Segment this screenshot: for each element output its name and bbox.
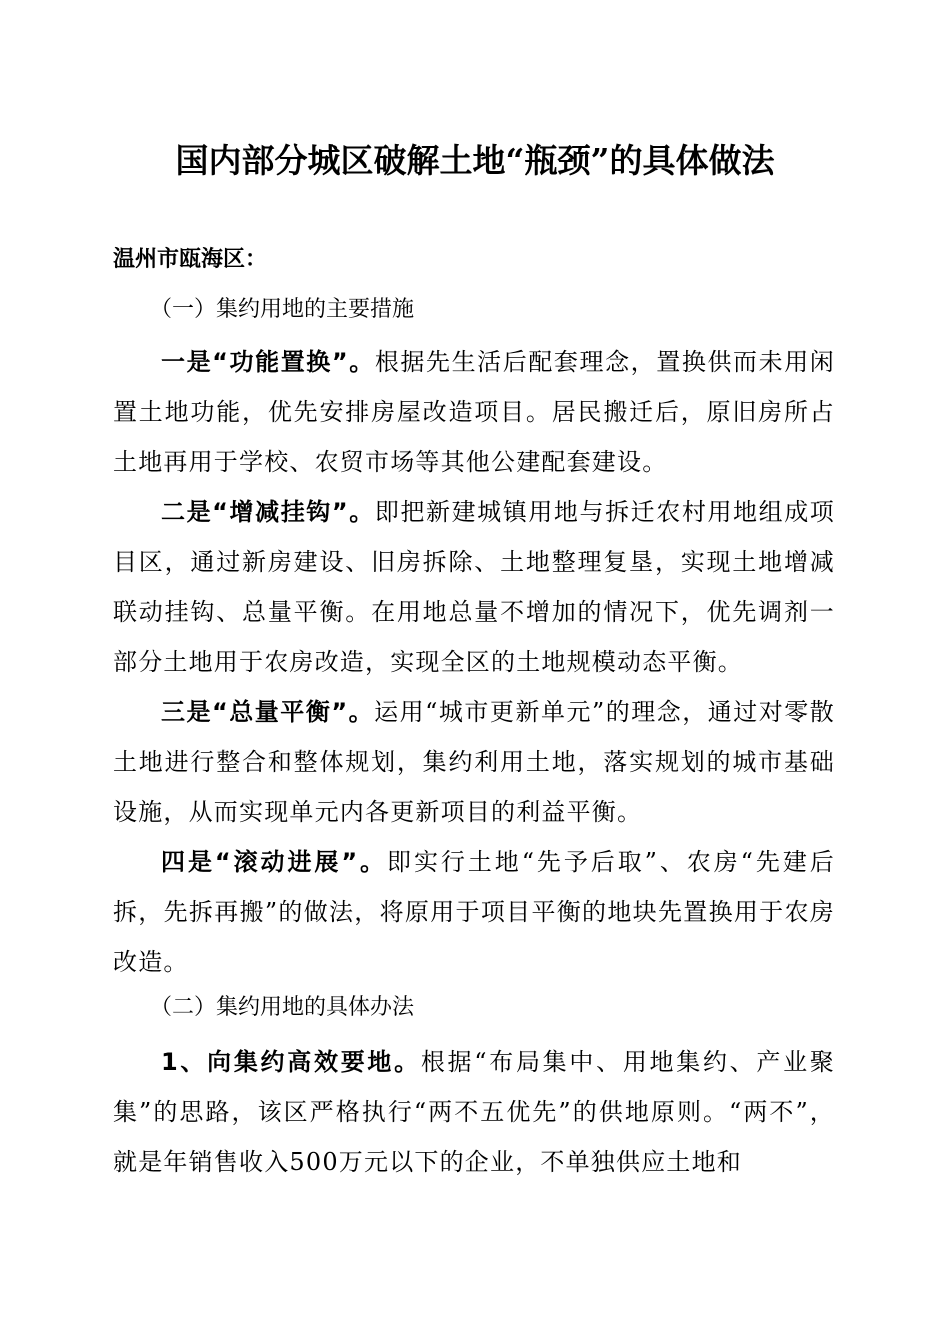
paragraph-intensive-efficiency (113, 1037, 835, 1187)
paragraph-lead: 1、向集约高效要地。 (161, 1048, 421, 1076)
paragraph-lead: 四是“滚动进展”。 (161, 848, 387, 876)
paragraph-lead: 二是“增减挂钩”。 (161, 498, 375, 526)
paragraph-total-balance (113, 687, 835, 837)
paragraph-rolling-progress (113, 837, 835, 987)
paragraph-body: 运用“城市更新单元”的理念，通过对零散土地进行整合和整体规划，集约利用土地，落实规划的城市基础设施，从而实现单元内各更新项目的利益平衡。 (113, 698, 835, 826)
document-title: 国内部分城区破解土地“瓶颈”的具体做法 (175, 141, 775, 180)
paragraph-body: 根据先生活后配套理念，置换供而未用闲置土地功能，优先安排房屋改造项目。居民搬迁后，原旧房所占土地再用于学校、农贸市场等其他公建配套建设。 (113, 348, 835, 476)
paragraph-lead: 三是“总量平衡”。 (161, 698, 375, 726)
paragraph-increase-decrease-link (113, 487, 835, 687)
paragraph-lead: 一是“功能置换”。 (161, 348, 375, 376)
paragraph-body: 根据“布局集中、用地集约、产业聚集”的思路，该区严格执行“两不五优先”的供地原则。“两不”，就是年销售收入500万元以下的企业，不单独供应土地和 (113, 1048, 836, 1176)
section-heading-1: （一）集约用地的主要措施 (150, 297, 415, 322)
location-heading: 温州市瓯海区： (113, 247, 268, 272)
paragraph-body: 即实行土地“先予后取”、农房“先建后拆，先拆再搬”的做法，将原用于项目平衡的地块先置换用于农房改造。 (113, 848, 835, 976)
paragraph-body: 即把新建城镇用地与拆迁农村用地组成项目区，通过新房建设、旧房拆除、土地整理复垦，实现土地增减联动挂钩、总量平衡。在用地总量不增加的情况下，优先调剂一部分土地用于农房改造，实现全区的土地规模动态平衡。 (113, 498, 835, 676)
section-heading-2: （二）集约用地的具体办法 (150, 995, 415, 1020)
paragraph-function-replacement (113, 337, 835, 487)
